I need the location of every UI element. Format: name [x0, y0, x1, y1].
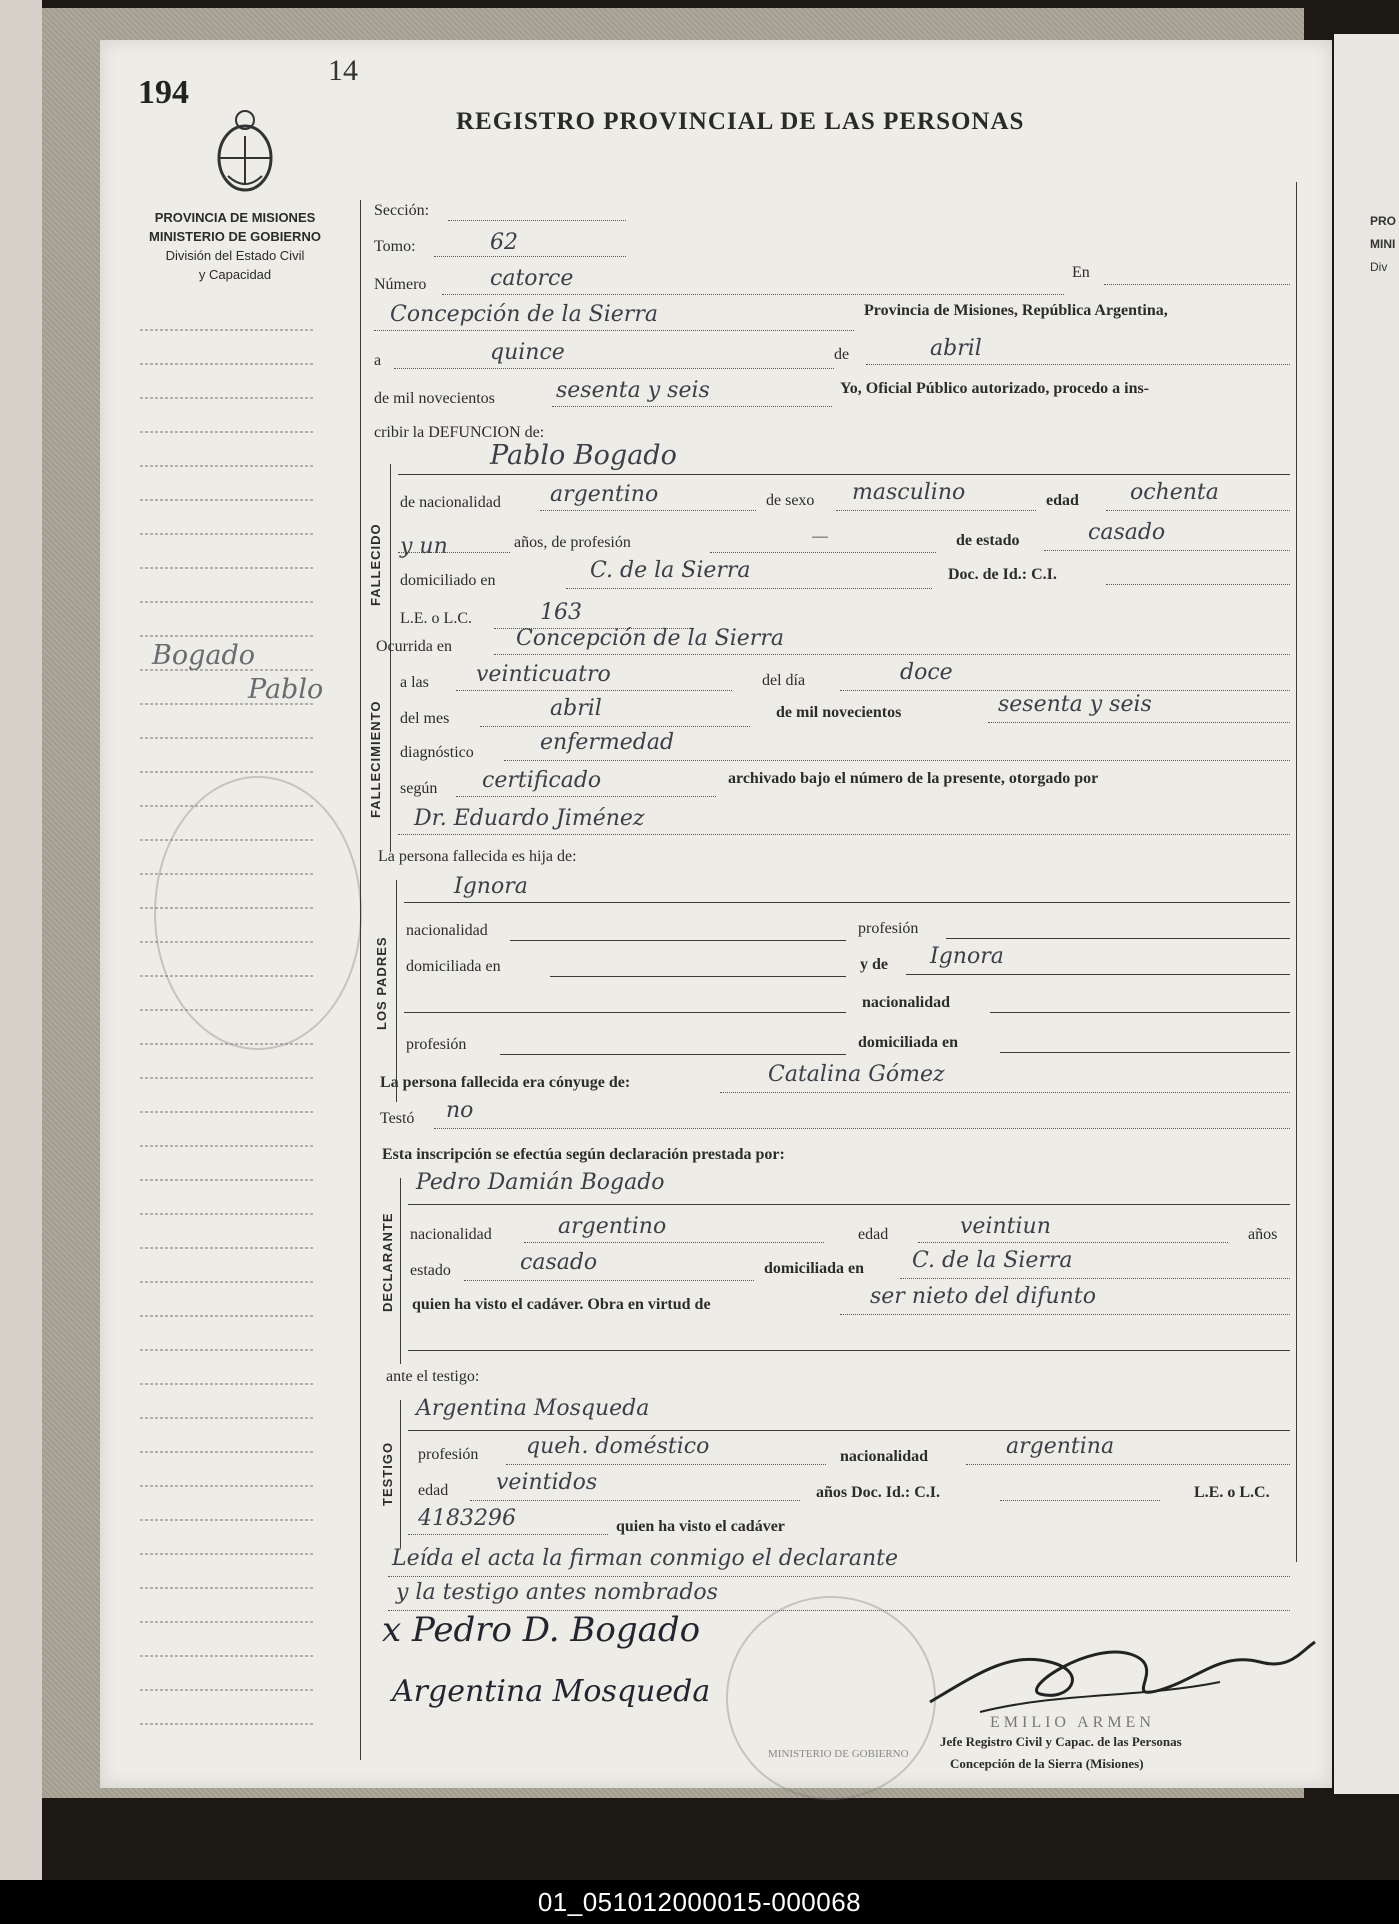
padres-nacionalidad2-label: nacionalidad [862, 994, 951, 1011]
numero-line [442, 294, 1064, 295]
testigo-signature: Argentina Mosqueda [392, 1674, 711, 1709]
ocurrida-label: Ocurrida en [376, 638, 452, 655]
mes-line [480, 726, 750, 727]
edad-label: edad [1046, 492, 1079, 509]
stamp-name: EMILIO ARMEN [990, 1714, 1155, 1731]
day-line [394, 368, 834, 369]
hora-value: veinticuatro [476, 662, 611, 687]
declarante-bottom-line [408, 1350, 1290, 1351]
declarante-section-label: DECLARANTE [380, 1212, 395, 1312]
edad-cont-line [398, 552, 510, 553]
page-title: REGISTRO PROVINCIAL DE LAS PERSONAS [456, 108, 1025, 135]
a-las-label: a las [400, 674, 429, 691]
padres-blank-line [404, 1012, 846, 1013]
testigo-edad-label: edad [418, 1482, 449, 1499]
tomo-label: Tomo: [374, 238, 416, 255]
closing-line2: y la testigo antes nombrados [396, 1580, 718, 1605]
declarante-estado-value: casado [520, 1250, 598, 1275]
seccion-label: Sección: [374, 202, 430, 219]
org-line: División del Estado Civil [165, 248, 305, 263]
declarante-visto-text: quien ha visto el cadáver. Obra en virtud de [412, 1296, 711, 1313]
padres-nacionalidad-line [510, 940, 846, 941]
seal-text: MINISTERIO DE GOBIERNO [768, 1748, 909, 1760]
declarante-nacionalidad-line [524, 1242, 824, 1243]
declarante-edad-line [918, 1242, 1228, 1243]
conyuge-line [720, 1092, 1290, 1093]
testigo-nacionalidad-value: argentina [1006, 1434, 1115, 1459]
margin-name: Pablo [248, 674, 324, 705]
estado-line [1044, 550, 1290, 551]
nacionalidad-value: argentino [550, 482, 659, 507]
fallecido-section-label: FALLECIDO [368, 523, 383, 606]
fallecimiento-section-label: FALLECIMIENTO [368, 700, 383, 818]
testigo-profesion-label: profesión [418, 1446, 479, 1463]
dia-line [840, 690, 1290, 691]
diagnostico-value: enfermedad [540, 730, 675, 755]
right-border-line [1296, 182, 1297, 1562]
right-page [1334, 34, 1399, 1794]
testigo-edad-value: veintidos [496, 1470, 598, 1495]
testigo-name-line [408, 1430, 1290, 1431]
officer-text: Yo, Oficial Público autorizado, procedo a ins- [840, 380, 1150, 397]
y-de-label: y de [860, 956, 888, 973]
org-line: y Capacidad [198, 267, 272, 282]
domicilio-value: C. de la Sierra [590, 558, 751, 583]
nacionalidad-label: de nacionalidad [400, 494, 501, 511]
org-line: MINISTERIO DE GOBIERNO [149, 229, 321, 244]
testo-label: Testó [380, 1110, 415, 1127]
ocurrida-value: Concepción de la Sierra [516, 626, 784, 651]
page-number: 14 [328, 54, 358, 87]
declarante-nacionalidad-value: argentino [558, 1214, 667, 1239]
edad-line [1106, 510, 1290, 511]
stamp-line2: Concepción de la Sierra (Misiones) [950, 1756, 1144, 1771]
madre-value: Ignora [930, 944, 1004, 969]
padres-intro: La persona fallecida es hija de: [378, 848, 577, 865]
tomo-line [434, 256, 626, 257]
numero-value: catorce [490, 266, 574, 291]
ocurrida-line [494, 654, 1290, 655]
dia-value: doce [900, 660, 953, 685]
padres-profesion-line [946, 938, 1290, 939]
place-value: Concepción de la Sierra [390, 302, 658, 327]
testigo-le-label: L.E. o L.C. [1194, 1484, 1270, 1501]
testigo-doc-label: años Doc. Id.: C.I. [816, 1484, 941, 1501]
profesion-value: — [812, 528, 828, 545]
padres-profesion-label: profesión [858, 920, 919, 937]
closing-line1-rule [388, 1576, 1290, 1577]
padres-profesion2-line [500, 1054, 846, 1055]
declarante-anos-label: años [1248, 1226, 1278, 1243]
org-line: PROVINCIA DE MISIONES [154, 210, 316, 225]
padres-section-label: LOS PADRES [374, 936, 389, 1030]
coat-of-arms-icon [210, 106, 280, 196]
declarante-nacionalidad-label: nacionalidad [410, 1226, 492, 1243]
declarante-bracket [400, 1178, 401, 1364]
estado-label: de estado [956, 532, 1020, 549]
archivado-text: archivado bajo el número de la presente, otorgado por [728, 770, 1099, 787]
testigo-nacionalidad-line [966, 1464, 1290, 1465]
month-value: abril [930, 336, 982, 361]
margin-surname: Bogado [152, 640, 256, 671]
fallecimiento-year-line [988, 722, 1290, 723]
mes-value: abril [550, 696, 602, 721]
padre-value: Ignora [454, 874, 528, 899]
medico-value: Dr. Eduardo Jiménez [414, 806, 645, 831]
stamp-number: 194 [138, 74, 189, 111]
province-text: Provincia de Misiones, República Argentina, [864, 302, 1168, 319]
doc-label: Doc. de Id.: C.I. [948, 566, 1057, 583]
seccion-line [448, 220, 626, 221]
day-value: quince [490, 340, 565, 365]
declarante-estado-label: estado [410, 1262, 451, 1279]
right-page-text: MINI [1370, 237, 1396, 251]
sexo-line [836, 510, 1036, 511]
del-mes-label: del mes [400, 710, 450, 727]
estado-value: casado [1088, 520, 1166, 545]
testigo-edad-line [470, 1500, 800, 1501]
le-label: L.E. o L.C. [400, 610, 472, 627]
month-line [866, 364, 1290, 365]
numero-label: Número [374, 276, 427, 293]
testigo-section-label: TESTIGO [380, 1441, 395, 1506]
declarante-estado-line [464, 1280, 754, 1281]
testigo-nacionalidad-label: nacionalidad [840, 1448, 929, 1465]
fallecimiento-bracket [390, 674, 391, 852]
de-label: de [834, 346, 850, 363]
fallecimiento-year-label: de mil novecientos [776, 704, 902, 721]
fallecido-name: Pablo Bogado [490, 440, 677, 471]
declarante-domicilio-value: C. de la Sierra [912, 1248, 1073, 1273]
sexo-label: de sexo [766, 492, 815, 509]
segun-value: certificado [482, 768, 602, 793]
testigo-visto-text: quien ha visto el cadáver [616, 1518, 785, 1535]
place-line [374, 330, 854, 331]
padres-nacionalidad2-line [990, 1012, 1290, 1013]
year-value: sesenta y seis [556, 378, 710, 403]
en-label: En [1072, 264, 1090, 281]
fallecimiento-year-value: sesenta y seis [998, 692, 1152, 717]
edad-value: ochenta [1130, 480, 1219, 505]
declarante-name-line [408, 1204, 1290, 1205]
conyuge-label: La persona fallecida era cónyuge de: [380, 1074, 631, 1091]
register-page [100, 40, 1332, 1788]
segun-label: según [400, 780, 438, 797]
segun-line [456, 796, 716, 797]
official-seal [726, 1596, 936, 1800]
year-line [552, 406, 832, 407]
declarante-virtud-value: ser nieto del difunto [870, 1284, 1096, 1309]
hora-line [456, 690, 732, 691]
org-block [120, 208, 350, 284]
edad-value-cont: y un [400, 534, 448, 559]
padres-nacionalidad-label: nacionalidad [406, 922, 488, 939]
padres-domiciliada-line [550, 976, 846, 977]
diagnostico-line [504, 760, 1290, 761]
faded-seal [154, 776, 362, 1050]
testigo-bracket [400, 1400, 401, 1548]
official-signature-scribble [920, 1632, 1320, 1722]
anos-label: años, de profesión [514, 534, 631, 551]
left-border-line [360, 200, 361, 1760]
profesion-line [710, 552, 936, 553]
domicilio-label: domiciliado en [400, 572, 496, 589]
madre-line [906, 974, 1290, 975]
image-caption: 01_051012000015-000068 [0, 1880, 1399, 1924]
right-page-text: PRO [1370, 214, 1397, 228]
del-dia-label: del día [762, 672, 806, 689]
diagnostico-label: diagnóstico [400, 744, 474, 761]
padres-domiciliada2-line [1000, 1052, 1290, 1053]
testigo-doc-value-line [408, 1534, 608, 1535]
declarante-domiciliada-label: domiciliada en [764, 1260, 865, 1277]
declarante-name: Pedro Damián Bogado [416, 1170, 665, 1195]
sexo-value: masculino [852, 480, 966, 505]
tomo-value: 62 [490, 230, 518, 255]
padres-profesion2-label: profesión [406, 1036, 467, 1053]
fallecido-name-line [398, 474, 1290, 475]
padres-domiciliada2-label: domiciliada en [858, 1034, 959, 1051]
doc-line [1106, 584, 1290, 585]
padres-bracket [396, 880, 397, 1102]
nacionalidad-line [540, 510, 756, 511]
testigo-intro: ante el testigo: [386, 1368, 480, 1385]
le-value: 163 [540, 600, 582, 625]
en-line [1104, 284, 1290, 285]
inscribe-text: cribir la DEFUNCION de: [374, 424, 545, 441]
closing-line1: Leída el acta la firman conmigo el declarante [392, 1546, 899, 1571]
medico-line [398, 834, 1290, 835]
testigo-doc-line [1000, 1500, 1160, 1501]
domicilio-line [566, 588, 932, 589]
right-page-text: Div [1370, 260, 1388, 274]
conyuge-value: Catalina Gómez [768, 1062, 945, 1087]
testo-line [434, 1128, 1290, 1129]
stamp-line1: Jefe Registro Civil y Capac. de las Personas [940, 1734, 1182, 1749]
testigo-name: Argentina Mosqueda [416, 1396, 650, 1421]
declarante-edad-value: veintiun [960, 1214, 1051, 1239]
padres-domiciliada-label: domiciliada en [406, 958, 501, 975]
year-label: de mil novecientos [374, 390, 495, 407]
testigo-profesion-value: queh. doméstico [526, 1434, 710, 1459]
a-label: a [374, 352, 382, 369]
declarante-virtud-line [840, 1314, 1290, 1315]
testigo-doc-value: 4183296 [418, 1506, 516, 1531]
declarante-signature: x Pedro D. Bogado [382, 1610, 701, 1650]
declarante-domicilio-line [900, 1278, 1290, 1279]
testo-value: no [446, 1098, 474, 1123]
background-edge [0, 0, 42, 1880]
padre-line [404, 902, 1290, 903]
declarante-intro: Esta inscripción se efectúa según declaración prestada por: [382, 1146, 785, 1163]
testigo-profesion-line [506, 1464, 826, 1465]
declarante-edad-label: edad [858, 1226, 889, 1243]
